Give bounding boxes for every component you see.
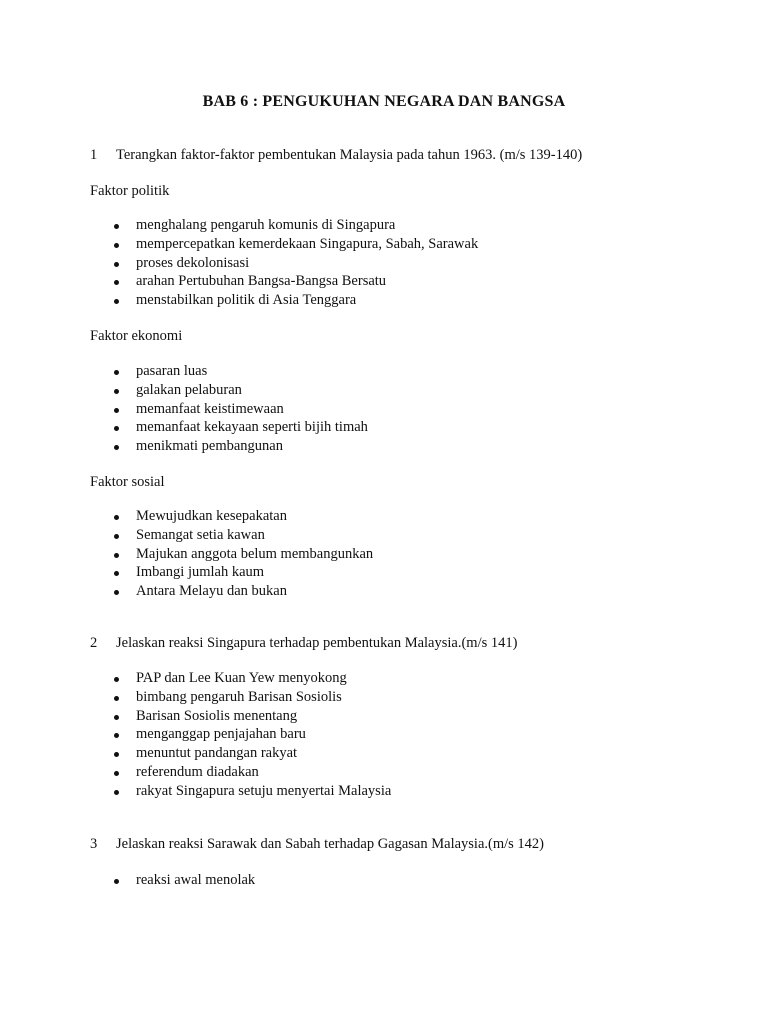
list-item: menghalang pengaruh komunis di Singapura: [0, 216, 478, 235]
bullet-icon: [114, 771, 119, 776]
bullet-icon: [114, 534, 119, 539]
list-item: rakyat Singapura setuju menyertai Malaysia: [0, 782, 391, 801]
list-item: Majukan anggota belum membangunkan: [0, 545, 373, 564]
bullet-list-ekonomi: [0, 362, 368, 456]
bullet-list-singapura: [0, 669, 391, 801]
list-item: Mewujudkan kesepakatan: [0, 507, 373, 526]
bullet-icon: [114, 224, 119, 229]
bullet-icon: [114, 299, 119, 304]
section-heading-ekonomi: Faktor ekonomi: [90, 328, 183, 344]
list-item: galakan pelaburan: [0, 381, 368, 400]
bullet-icon: [114, 553, 119, 558]
list-item: Semangat setia kawan: [0, 526, 373, 545]
list-item: PAP dan Lee Kuan Yew menyokong: [0, 669, 391, 688]
bullet-list-sosial: [0, 507, 373, 601]
bullet-icon: [114, 677, 119, 682]
bullet-icon: [114, 790, 119, 795]
question-2: [90, 634, 517, 653]
list-item: reaksi awal menolak: [0, 871, 255, 890]
list-item: memanfaat kekayaan seperti bijih timah: [0, 418, 368, 437]
bullet-list-politik: [0, 216, 478, 310]
bullet-icon: [114, 715, 119, 720]
question-text: Jelaskan reaksi Singapura terhadap pembentukan Malaysia.(m/s 141): [116, 635, 518, 651]
question-number: 1: [90, 147, 98, 163]
section-heading-politik: Faktor politik: [90, 183, 170, 199]
bullet-icon: [114, 733, 119, 738]
list-item: menstabilkan politik di Asia Tenggara: [0, 291, 478, 310]
list-item: Barisan Sosiolis menentang: [0, 707, 391, 726]
bullet-icon: [114, 426, 119, 431]
list-item: menikmati pembangunan: [0, 437, 368, 456]
bullet-icon: [114, 445, 119, 450]
list-item: proses dekolonisasi: [0, 254, 478, 273]
list-item: arahan Pertubuhan Bangsa-Bangsa Bersatu: [0, 272, 478, 291]
list-item: Imbangi jumlah kaum: [0, 563, 373, 582]
list-item: Antara Melayu dan bukan: [0, 582, 373, 601]
question-3: [90, 835, 544, 854]
bullet-icon: [114, 571, 119, 576]
question-text: Terangkan faktor-faktor pembentukan Malaysia pada tahun 1963. (m/s 139-140): [116, 147, 583, 163]
question-1: [90, 146, 582, 165]
question-number: 3: [90, 836, 98, 852]
bullet-list-sarawak-sabah: [0, 871, 255, 890]
bullet-icon: [114, 262, 119, 267]
bullet-icon: [114, 879, 119, 884]
list-item: pasaran luas: [0, 362, 368, 381]
document-title: BAB 6 : PENGUKUHAN NEGARA DAN BANGSA: [202, 93, 566, 110]
bullet-icon: [114, 389, 119, 394]
bullet-icon: [114, 752, 119, 757]
list-item: memanfaat keistimewaan: [0, 400, 368, 419]
list-item: mempercepatkan kemerdekaan Singapura, Sabah, Sarawak: [0, 235, 478, 254]
bullet-icon: [114, 370, 119, 375]
list-item: menuntut pandangan rakyat: [0, 744, 391, 763]
question-number: 2: [90, 635, 98, 651]
bullet-icon: [114, 243, 119, 248]
bullet-icon: [114, 280, 119, 285]
list-item: bimbang pengaruh Barisan Sosiolis: [0, 688, 391, 707]
question-text: Jelaskan reaksi Sarawak dan Sabah terhadap Gagasan Malaysia.(m/s 142): [116, 836, 545, 852]
bullet-icon: [114, 590, 119, 595]
bullet-icon: [114, 408, 119, 413]
bullet-icon: [114, 696, 119, 701]
section-heading-sosial: Faktor sosial: [90, 474, 165, 490]
list-item: referendum diadakan: [0, 763, 391, 782]
bullet-icon: [114, 515, 119, 520]
list-item: menganggap penjajahan baru: [0, 725, 391, 744]
